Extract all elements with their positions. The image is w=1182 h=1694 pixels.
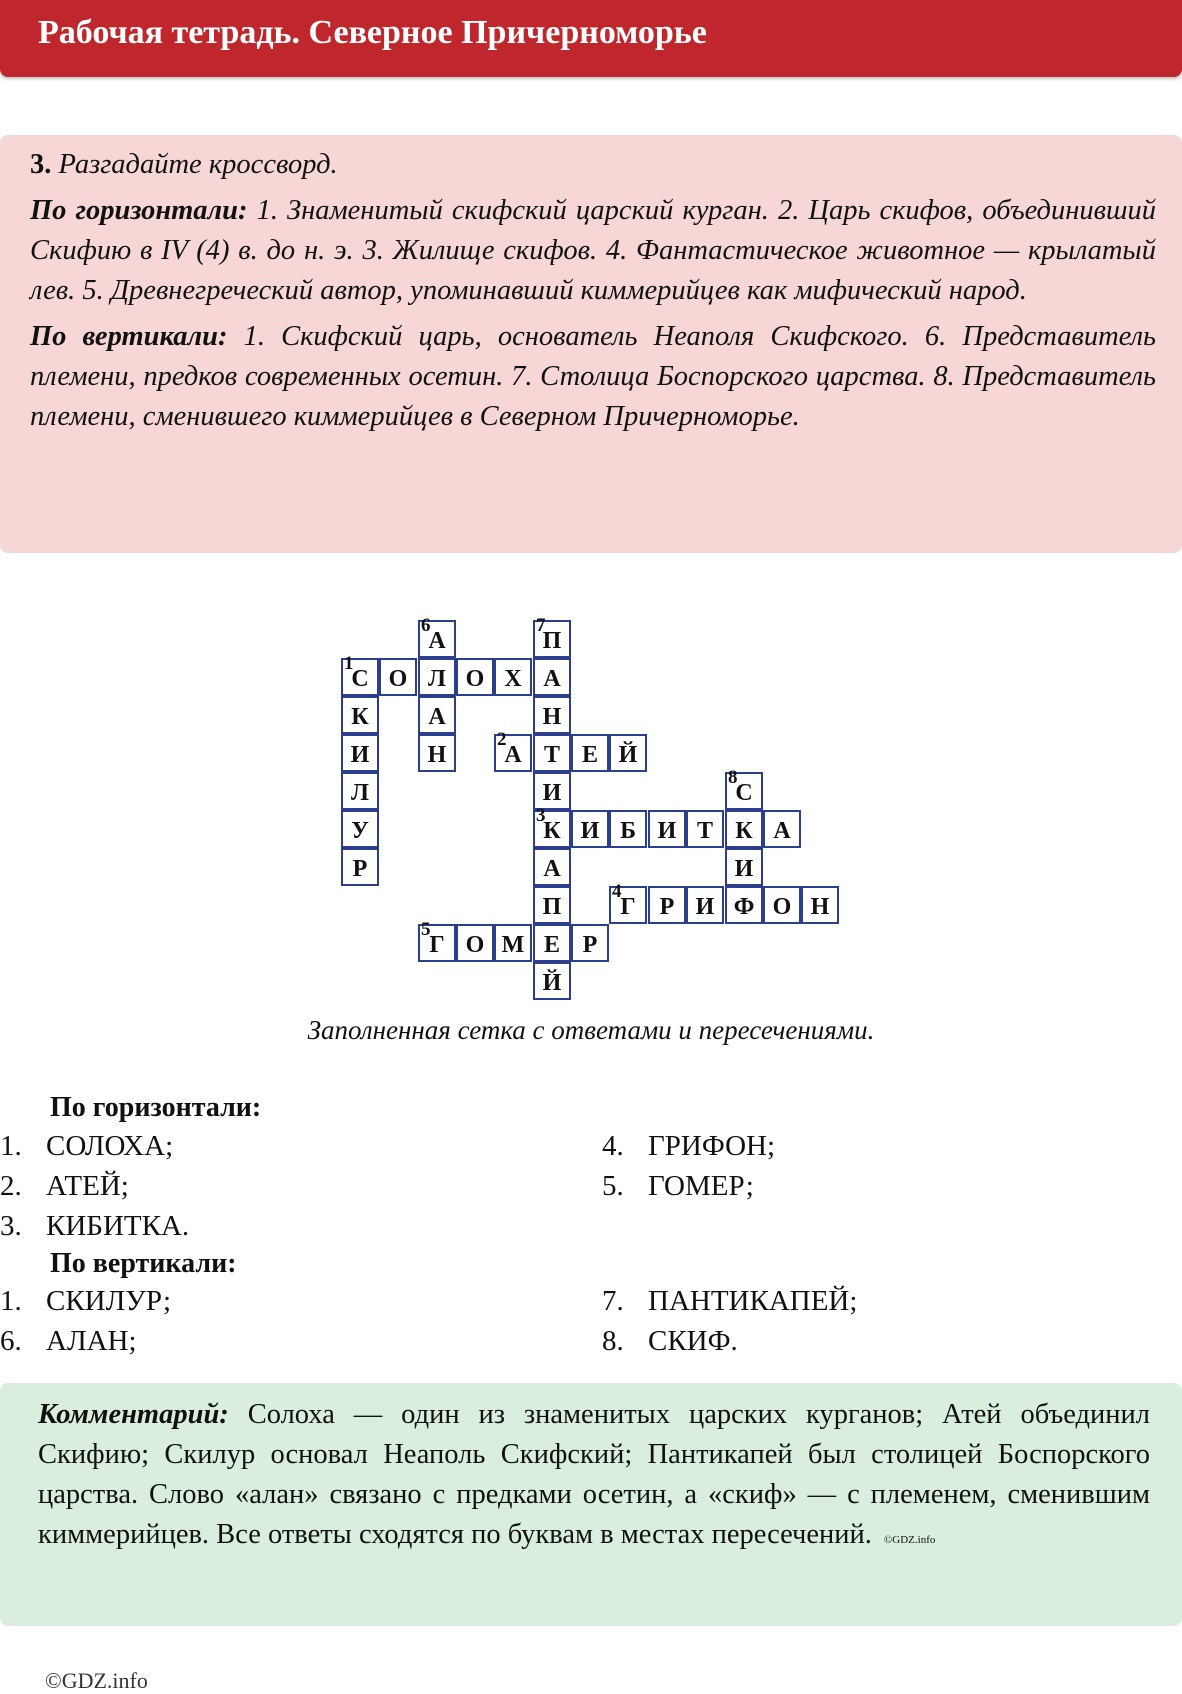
comment-text: [38, 1395, 1150, 1560]
answer-word: КИБИТКА.: [46, 1210, 190, 1242]
crossword-cell: А: [418, 696, 456, 734]
page-title: Рабочая тетрадь. Северное Причерноморье: [38, 14, 707, 51]
answer-number: 8.: [602, 1325, 624, 1357]
answer-word: ГРИФОН;: [648, 1130, 776, 1162]
answer-number: 4.: [602, 1130, 624, 1162]
crossword-cell: Л: [341, 772, 379, 810]
footer-copyright: ©GDZ.info: [45, 1668, 148, 1693]
crossword-cell: И: [648, 810, 686, 848]
comment-body: Солоха — один из знаменитых царских курганов; Атей объединил Скифию; Скилур основал Неаполь Скифский; Пантикапей был столицей Боспорского царства. Слово «алан» связано с предками осетин, а «скиф» — с племенем, сменившим киммерийцев. Все ответы сходятся по буквам в местах пересечений.: [38, 1399, 1150, 1550]
crossword-cell: И: [725, 848, 763, 886]
crossword-cell: О: [763, 886, 801, 924]
crossword-cell: Х: [494, 658, 532, 696]
crossword-cell: Е: [571, 734, 609, 772]
answer-number: 1.: [0, 1130, 22, 1162]
crossword-cell: Н: [801, 886, 839, 924]
answer-number: 1.: [0, 1285, 22, 1317]
crossword-cell: Н: [533, 696, 571, 734]
crossword-cell: 1 С: [341, 658, 379, 696]
answer-word: АЛАН;: [46, 1325, 137, 1357]
crossword-cell: О: [379, 658, 417, 696]
answer-number: 5.: [602, 1170, 624, 1202]
page-header: [0, 0, 1182, 77]
crossword-cell: Й: [609, 734, 647, 772]
crossword-cell: 8 С: [725, 772, 763, 810]
crossword-cell: И: [571, 810, 609, 848]
answer-word: ГОМЕР;: [648, 1170, 754, 1202]
crossword-cell: 7 П: [533, 620, 571, 658]
answer-number: 3.: [0, 1210, 22, 1242]
vertical-label: По вертикали:: [30, 321, 228, 352]
crossword-cell: Е: [533, 924, 571, 962]
answer-word: ПАНТИКАПЕЙ;: [648, 1285, 858, 1317]
crossword-cell: И: [341, 734, 379, 772]
comment-mark: ©GDZ.info: [883, 1534, 936, 1546]
crossword-cell: О: [456, 658, 494, 696]
crossword-cell: А: [763, 810, 801, 848]
crossword-cell: 5 Г: [418, 924, 456, 962]
crossword-cell: Й: [533, 962, 571, 1000]
horizontal-clues: 1. Знаменитый скифский царский курган. 2. Царь скифов, объединивший Скифию в IV (4) в. до н. э. 3. Жилище скифов. 4. Фантастическое животное — крылатый лев. 5. Древнегреческий автор, упоминавший киммерийцев как мифический народ.: [30, 195, 1156, 306]
crossword-cell: Р: [648, 886, 686, 924]
crossword-cell: О: [456, 924, 494, 962]
crossword-cell: Р: [341, 848, 379, 886]
task-text: [30, 145, 1156, 443]
crossword-cell: У: [341, 810, 379, 848]
crossword-cell: Р: [571, 924, 609, 962]
crossword-cell: 3 К: [533, 810, 571, 848]
horizontal-label: По горизонтали:: [30, 195, 248, 226]
crossword-cell: М: [494, 924, 532, 962]
answer-number: 6.: [0, 1325, 22, 1357]
answer-word: СОЛОХА;: [46, 1130, 174, 1162]
crossword-cell: Н: [418, 734, 456, 772]
crossword-cell: Т: [533, 734, 571, 772]
crossword-cell: Т: [686, 810, 724, 848]
task-number: 3.: [30, 149, 52, 180]
crossword-cell: 4 Г: [609, 886, 647, 924]
crossword-cell: А: [533, 658, 571, 696]
crossword-cell: Б: [609, 810, 647, 848]
task-instruction: Разгадайте кроссворд.: [58, 149, 338, 180]
comment-label: Комментарий:: [38, 1399, 229, 1430]
crossword-caption: Заполненная сетка с ответами и пересечениями.: [307, 1015, 875, 1045]
crossword-cell: И: [686, 886, 724, 924]
crossword-cell: И: [533, 772, 571, 810]
answers-vertical-heading: По вертикали:: [50, 1248, 237, 1279]
answer-number: 7.: [602, 1285, 624, 1317]
vertical-clues: 1. Скифский царь, основатель Неаполя Скифского. 6. Представитель племени, предков современных осетин. 7. Столица Боспорского царства. 8. Представитель племени, сменившего киммерийцев в Северном Причерноморье.: [30, 321, 1156, 432]
crossword-grid: [0, 610, 1182, 1010]
crossword-cell: К: [341, 696, 379, 734]
crossword-cell: 6 А: [418, 620, 456, 658]
answer-word: СКИФ.: [648, 1325, 738, 1357]
answer-word: АТЕЙ;: [46, 1170, 129, 1202]
answer-word: СКИЛУР;: [46, 1285, 172, 1317]
crossword-cell: Ф: [725, 886, 763, 924]
crossword-cell: А: [533, 848, 571, 886]
answers-horizontal-heading: По горизонтали:: [50, 1092, 262, 1123]
crossword-cell: 2 А: [494, 734, 532, 772]
crossword-cell: П: [533, 886, 571, 924]
crossword-cell: К: [725, 810, 763, 848]
crossword-cell: Л: [418, 658, 456, 696]
answer-number: 2.: [0, 1170, 22, 1202]
